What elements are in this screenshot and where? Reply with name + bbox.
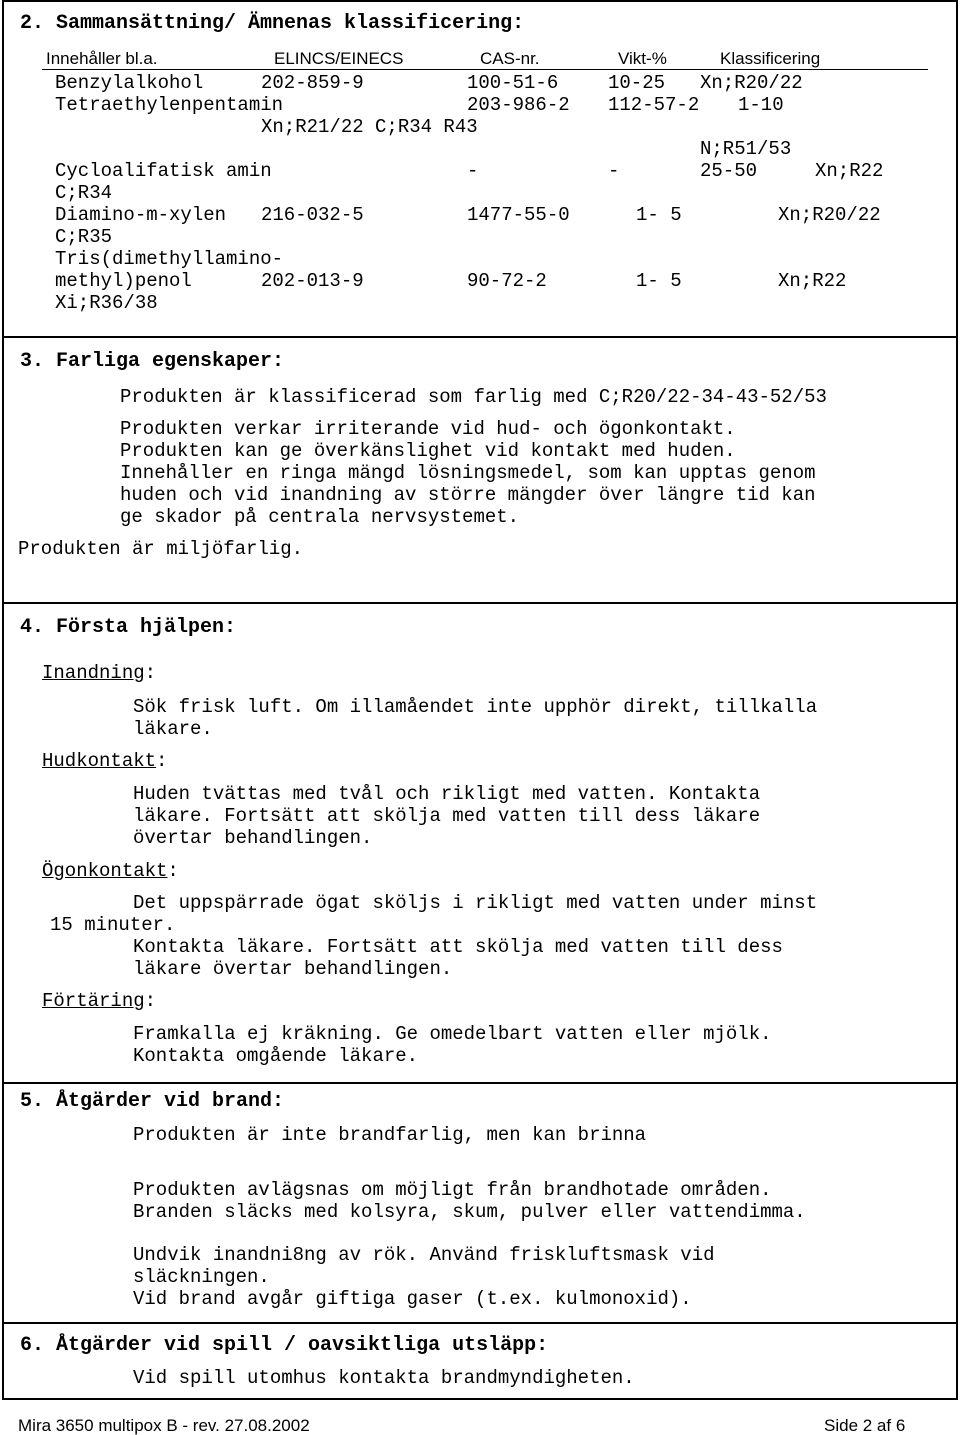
eye-contact-text: läkare övertar behandlingen. (133, 958, 453, 980)
ingestion-text: Kontakta omgående läkare. (133, 1045, 419, 1067)
eye-contact-text: Kontakta läkare. Fortsätt att skölja med vatten till dess (133, 936, 783, 958)
cell-name-2: methyl)penol (55, 270, 192, 292)
cell-einecs: - (467, 160, 479, 182)
ingestion-heading: Förtäring: (42, 990, 157, 1012)
cell-name: Benzylalkohol (55, 72, 204, 94)
hazard-text: Produkten verkar irriterande vid hud- och ögonkontakt. (120, 418, 736, 440)
eye-contact-heading: Ögonkontakt: (42, 860, 179, 882)
header-weight: Vikt-% (618, 49, 667, 68)
header-contents: Innehåller bl.a. (46, 49, 158, 68)
cell-name-1: Tris(dimethyllamino- (55, 248, 284, 270)
footer-document-info: Mira 3650 multipox B - rev. 27.08.2002 (18, 1416, 310, 1435)
ingestion-text: Framkalla ej kräkning. Ge omedelbart vatten eller mjölk. (133, 1023, 772, 1045)
cell-classification-env: N;R51/53 (700, 138, 792, 160)
eye-contact-text: 15 minuter. (50, 914, 176, 936)
cell-classification: Xn;R20/22 (778, 204, 881, 226)
cell-name: Tetraethylenpentamin (55, 94, 284, 116)
section-2-title: 2. Sammansättning/ Ämnenas klassificering: (20, 12, 525, 35)
cell-cas: 90-72-2 (467, 270, 547, 292)
fire-text: Vid brand avgår giftiga gaser (t.ex. kulmonoxid). (133, 1288, 692, 1310)
cell-classification-2: C;R35 (55, 226, 113, 248)
cell-cas: 100-51-6 (467, 72, 559, 94)
environment-hazard-text: Produkten är miljöfarlig. (18, 538, 304, 560)
cell-einecs: 202-013-9 (261, 270, 364, 292)
section-6-title: 6. Åtgärder vid spill / oavsiktliga utsläpp: (20, 1334, 549, 1357)
cell-weight: 25-50 (700, 160, 758, 182)
eye-contact-text: Det uppspärrade ögat sköljs i rikligt med vatten under minst (133, 892, 818, 914)
cell-classification-2: Xi;R36/38 (55, 292, 158, 314)
spill-text: Vid spill utomhus kontakta brandmyndigheten. (133, 1367, 635, 1389)
cell-einecs: 216-032-5 (261, 204, 364, 226)
fire-text: släckningen. (133, 1266, 270, 1288)
table-header-underline (42, 69, 928, 70)
cell-cas: 1477-55-0 (467, 204, 570, 226)
section-4-title: 4. Första hjälpen: (20, 616, 237, 639)
skin-contact-heading: Hudkontakt: (42, 750, 168, 772)
cell-cas: - (608, 160, 620, 182)
cell-weight: 10-25 (608, 72, 666, 94)
header-classification: Klassificering (720, 49, 821, 68)
hazard-classification-text: Produkten är klassificerad som farlig med C;R20/22-34-43-52/53 (120, 386, 827, 408)
cell-weight: 1- 5 (636, 204, 682, 226)
cell-einecs: 203-986-2 (467, 94, 570, 116)
cell-weight: 1- 5 (636, 270, 682, 292)
fire-text: Branden släcks med kolsyra, skum, pulver eller vattendimma. (133, 1201, 806, 1223)
cell-classification-2: C;R34 (55, 182, 113, 204)
cell-classification: Xn;R21/22 C;R34 R43 (261, 116, 478, 138)
section-3-title: 3. Farliga egenskaper: (20, 350, 285, 373)
skin-contact-text: läkare. Fortsätt att skölja med vatten till dess läkare (133, 805, 761, 827)
cell-cas: 112-57-2 (608, 94, 700, 116)
skin-contact-text: Huden tvättas med tvål och rikligt med vatten. Kontakta (133, 783, 761, 805)
hazard-text: Innehåller en ringa mängd lösningsmedel, som kan upptas genom (120, 462, 816, 484)
cell-name: Diamino-m-xylen (55, 204, 227, 226)
footer-page-number: Side 2 af 6 (824, 1416, 906, 1435)
hazard-text: huden och vid inandning av större mängder över längre tid kan (120, 484, 816, 506)
cell-name: Cycloalifatisk amin (55, 160, 272, 182)
section-5-title: 5. Åtgärder vid brand: (20, 1090, 285, 1113)
cell-classification: Xn;R22 (815, 160, 884, 182)
fire-text: Produkten är inte brandfarlig, men kan brinna (133, 1124, 647, 1146)
skin-contact-text: övertar behandlingen. (133, 827, 373, 849)
cell-einecs: 202-859-9 (261, 72, 364, 94)
header-einecs: ELINCS/EINECS (274, 49, 404, 68)
cell-classification: Xn;R22 (778, 270, 847, 292)
fire-text: Produkten avlägsnas om möjligt från brandhotade områden. (133, 1179, 772, 1201)
header-cas: CAS-nr. (480, 49, 540, 68)
cell-weight: 1-10 (738, 94, 784, 116)
inhalation-heading: Inandning: (42, 662, 157, 684)
inhalation-text: läkare. (133, 718, 213, 740)
hazard-text: ge skador på centrala nervsystemet. (120, 506, 520, 528)
inhalation-text: Sök frisk luft. Om illamåendet inte upphör direkt, tillkalla (133, 696, 818, 718)
cell-classification: Xn;R20/22 (700, 72, 803, 94)
fire-text: Undvik inandni8ng av rök. Använd friskluftsmask vid (133, 1244, 715, 1266)
hazard-text: Produkten kan ge överkänslighet vid kontakt med huden. (120, 440, 736, 462)
